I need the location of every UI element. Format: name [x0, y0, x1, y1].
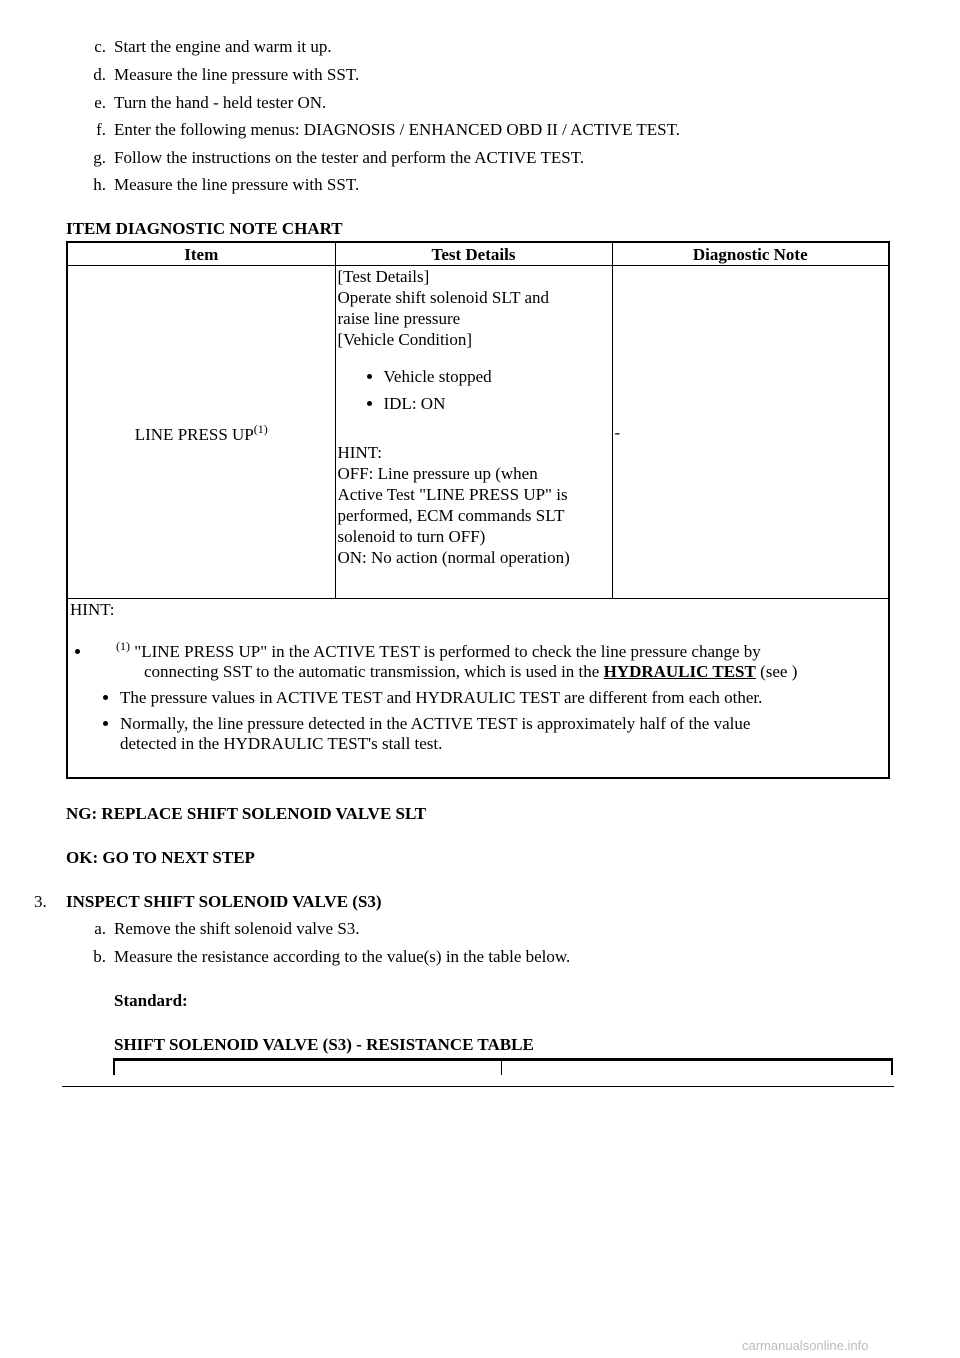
page-divider: [62, 1086, 894, 1087]
header-test-details: Test Details: [335, 242, 612, 266]
list-item: • Normally, the line pressure detected in the ACTIVE TEST is approximately half of the value detected in the HYDRAULIC TEST's stall test.: [120, 714, 886, 754]
step-e: e. Turn the hand - held tester ON.: [94, 93, 327, 112]
step-c: c. Start the engine and warm it up.: [94, 37, 332, 56]
item-cell: LINE PRESS UP$^{(1)}$: [67, 266, 335, 599]
hint-cell: [67, 599, 889, 779]
ng-result: NG: REPLACE SHIFT SOLENOID VALVE SLT: [66, 804, 427, 823]
list-item: • $^{(1)}$ "LINE PRESS UP" in the ACTIVE TEST is performed to check the line pressure change by connecting SST to the automatic transmission, which is used in the HYDRAULIC TEST (see ): [92, 636, 886, 682]
step-f: f. Enter the following menus: DIAGNOSIS / ENHANCED OBD II / ACTIVE TEST.: [96, 120, 680, 139]
list-item: • IDL: ON: [384, 393, 610, 414]
step-b: b. Measure the resistance according to the value(s) in the table below.: [93, 947, 571, 966]
standard-label: Standard:: [114, 991, 188, 1010]
ok-result: OK: GO TO NEXT STEP: [66, 848, 255, 867]
diagnostic-note-table: [66, 241, 890, 779]
resistance-table-title: SHIFT SOLENOID VALVE (S3) - RESISTANCE TABLE: [114, 1035, 534, 1054]
hydraulic-test-link[interactable]: HYDRAULIC TEST: [603, 662, 756, 681]
resistance-table: [113, 1058, 893, 1075]
step-d: d. Measure the line pressure with SST.: [93, 65, 360, 84]
step-h: h. Measure the line pressure with SST.: [93, 175, 360, 194]
header-diagnostic-note: Diagnostic Note: [612, 242, 889, 266]
chart-title: ITEM DIAGNOSTIC NOTE CHART: [66, 219, 343, 238]
hint-list: [70, 636, 886, 754]
test-details-cell: [Test Details] Operate shift solenoid SLT and raise line pressure [Vehicle Condition] • Vehicle stopped • IDL: ON HINT: OFF: Line pressure up (when Active Test "LINE PRESS UP" is performed, ECM commands SLT solenoid to turn OFF) ON: No action (normal operation): [335, 266, 612, 599]
table-header-row: [67, 242, 889, 266]
list-item: • Vehicle stopped: [384, 366, 610, 387]
step-g: g. Follow the instructions on the tester and perform the ACTIVE TEST.: [93, 148, 585, 167]
list-item: • The pressure values in ACTIVE TEST and HYDRAULIC TEST are different from each other.: [120, 688, 886, 708]
step-a: a. Remove the shift solenoid valve S3.: [94, 919, 360, 938]
hint-label: HINT:: [70, 600, 115, 619]
header-item: Item: [67, 242, 335, 266]
hint-row: [67, 599, 889, 779]
vehicle-condition-list: [338, 366, 610, 414]
diagnostic-note-cell: -: [612, 266, 889, 599]
watermark: carmanualsonline.info: [742, 1338, 869, 1353]
section-3-heading: 3. INSPECT SHIFT SOLENOID VALVE (S3): [34, 892, 382, 911]
table-row: [67, 266, 889, 599]
